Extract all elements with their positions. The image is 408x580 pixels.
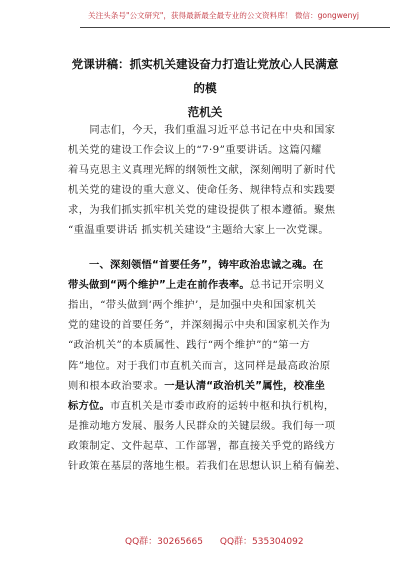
body-line: “重温重要讲话 抓实机关建设”主题给大家上一次党课。 [68,224,330,237]
body-line: 机关党的建设工作会议上的“7·9”重要讲话。这篇闪耀 [68,144,322,157]
section-heading-line-2 [68,275,352,295]
body-line: “政治机关”的本质属性、践行“两个维护”的“第一方 [68,339,311,352]
body-line: 同志们，今天，我们重温习近平总书记在中央和国家 [68,124,336,136]
body-line: 党的建设的首要任务”，并深刻揭示中央和国家机关作为 [68,319,331,332]
paragraph-spacer [68,240,352,255]
body-line-with-point [68,396,352,416]
body-line: 指出，“带头做到‘两个维护’，是加强中央和国家机关 [68,299,317,312]
document-body [68,120,352,476]
qq-group-2: QQ群：535304092 [219,537,304,547]
line-lead: 则和根本政治要求。 [68,379,165,392]
body-line: 着马克思主义真理光辉的纲领性文献，深刻阐明了新时代 [68,164,336,177]
body-line-with-point [68,376,352,396]
body-line: 机关党的建设的重大意义、使命任务、规律特点和实践要 [68,184,336,197]
body-line: 阵”地位。对于我们市直机关而言，这同样是最高政治原 [68,359,331,372]
body-line: 政策制定、文件起草、工作部署，都直接关乎党的路线方 [68,439,336,452]
point-text: 市直机关是市委市政府的运转中枢和执行机构， [110,399,335,412]
title-line-1: 党课讲稿：抓实机关建设奋力打造让党放心人民满意的模 [71,57,339,95]
point-heading-cont: 标方位。 [68,399,110,412]
header-banner: 关注头条号"公文研究"，获得最新最全最专业的公文资料库！ 微信：gongwenyj [88,11,360,20]
section-heading-rest: 总书记开宗明义 [249,279,325,292]
document-title [70,52,340,124]
header-divider [80,27,390,28]
qq-group-1: QQ群：30265665 [125,537,203,547]
body-line: 求，为我们抓实抓牢机关党的建设提供了根本遵循。聚焦 [68,204,336,217]
body-line: 针政策在基层的落地生根。若我们在思想认识上稍有偏差、 [68,459,347,472]
point-heading: 一是认清“政治机关”属性，校准坐 [164,379,326,392]
title-line-2: 范机关 [187,105,223,119]
section-heading-line-1: 一、深刻领悟“首要任务”，铸牢政治忠诚之魂。在 [68,259,324,272]
section-heading-bold: 带头做到“两个维护”上走在前作表率。 [68,279,250,292]
body-line: 是推动地方发展、服务人民群众的关键层级。我们每一项 [68,419,336,432]
footer-contact [125,534,365,547]
